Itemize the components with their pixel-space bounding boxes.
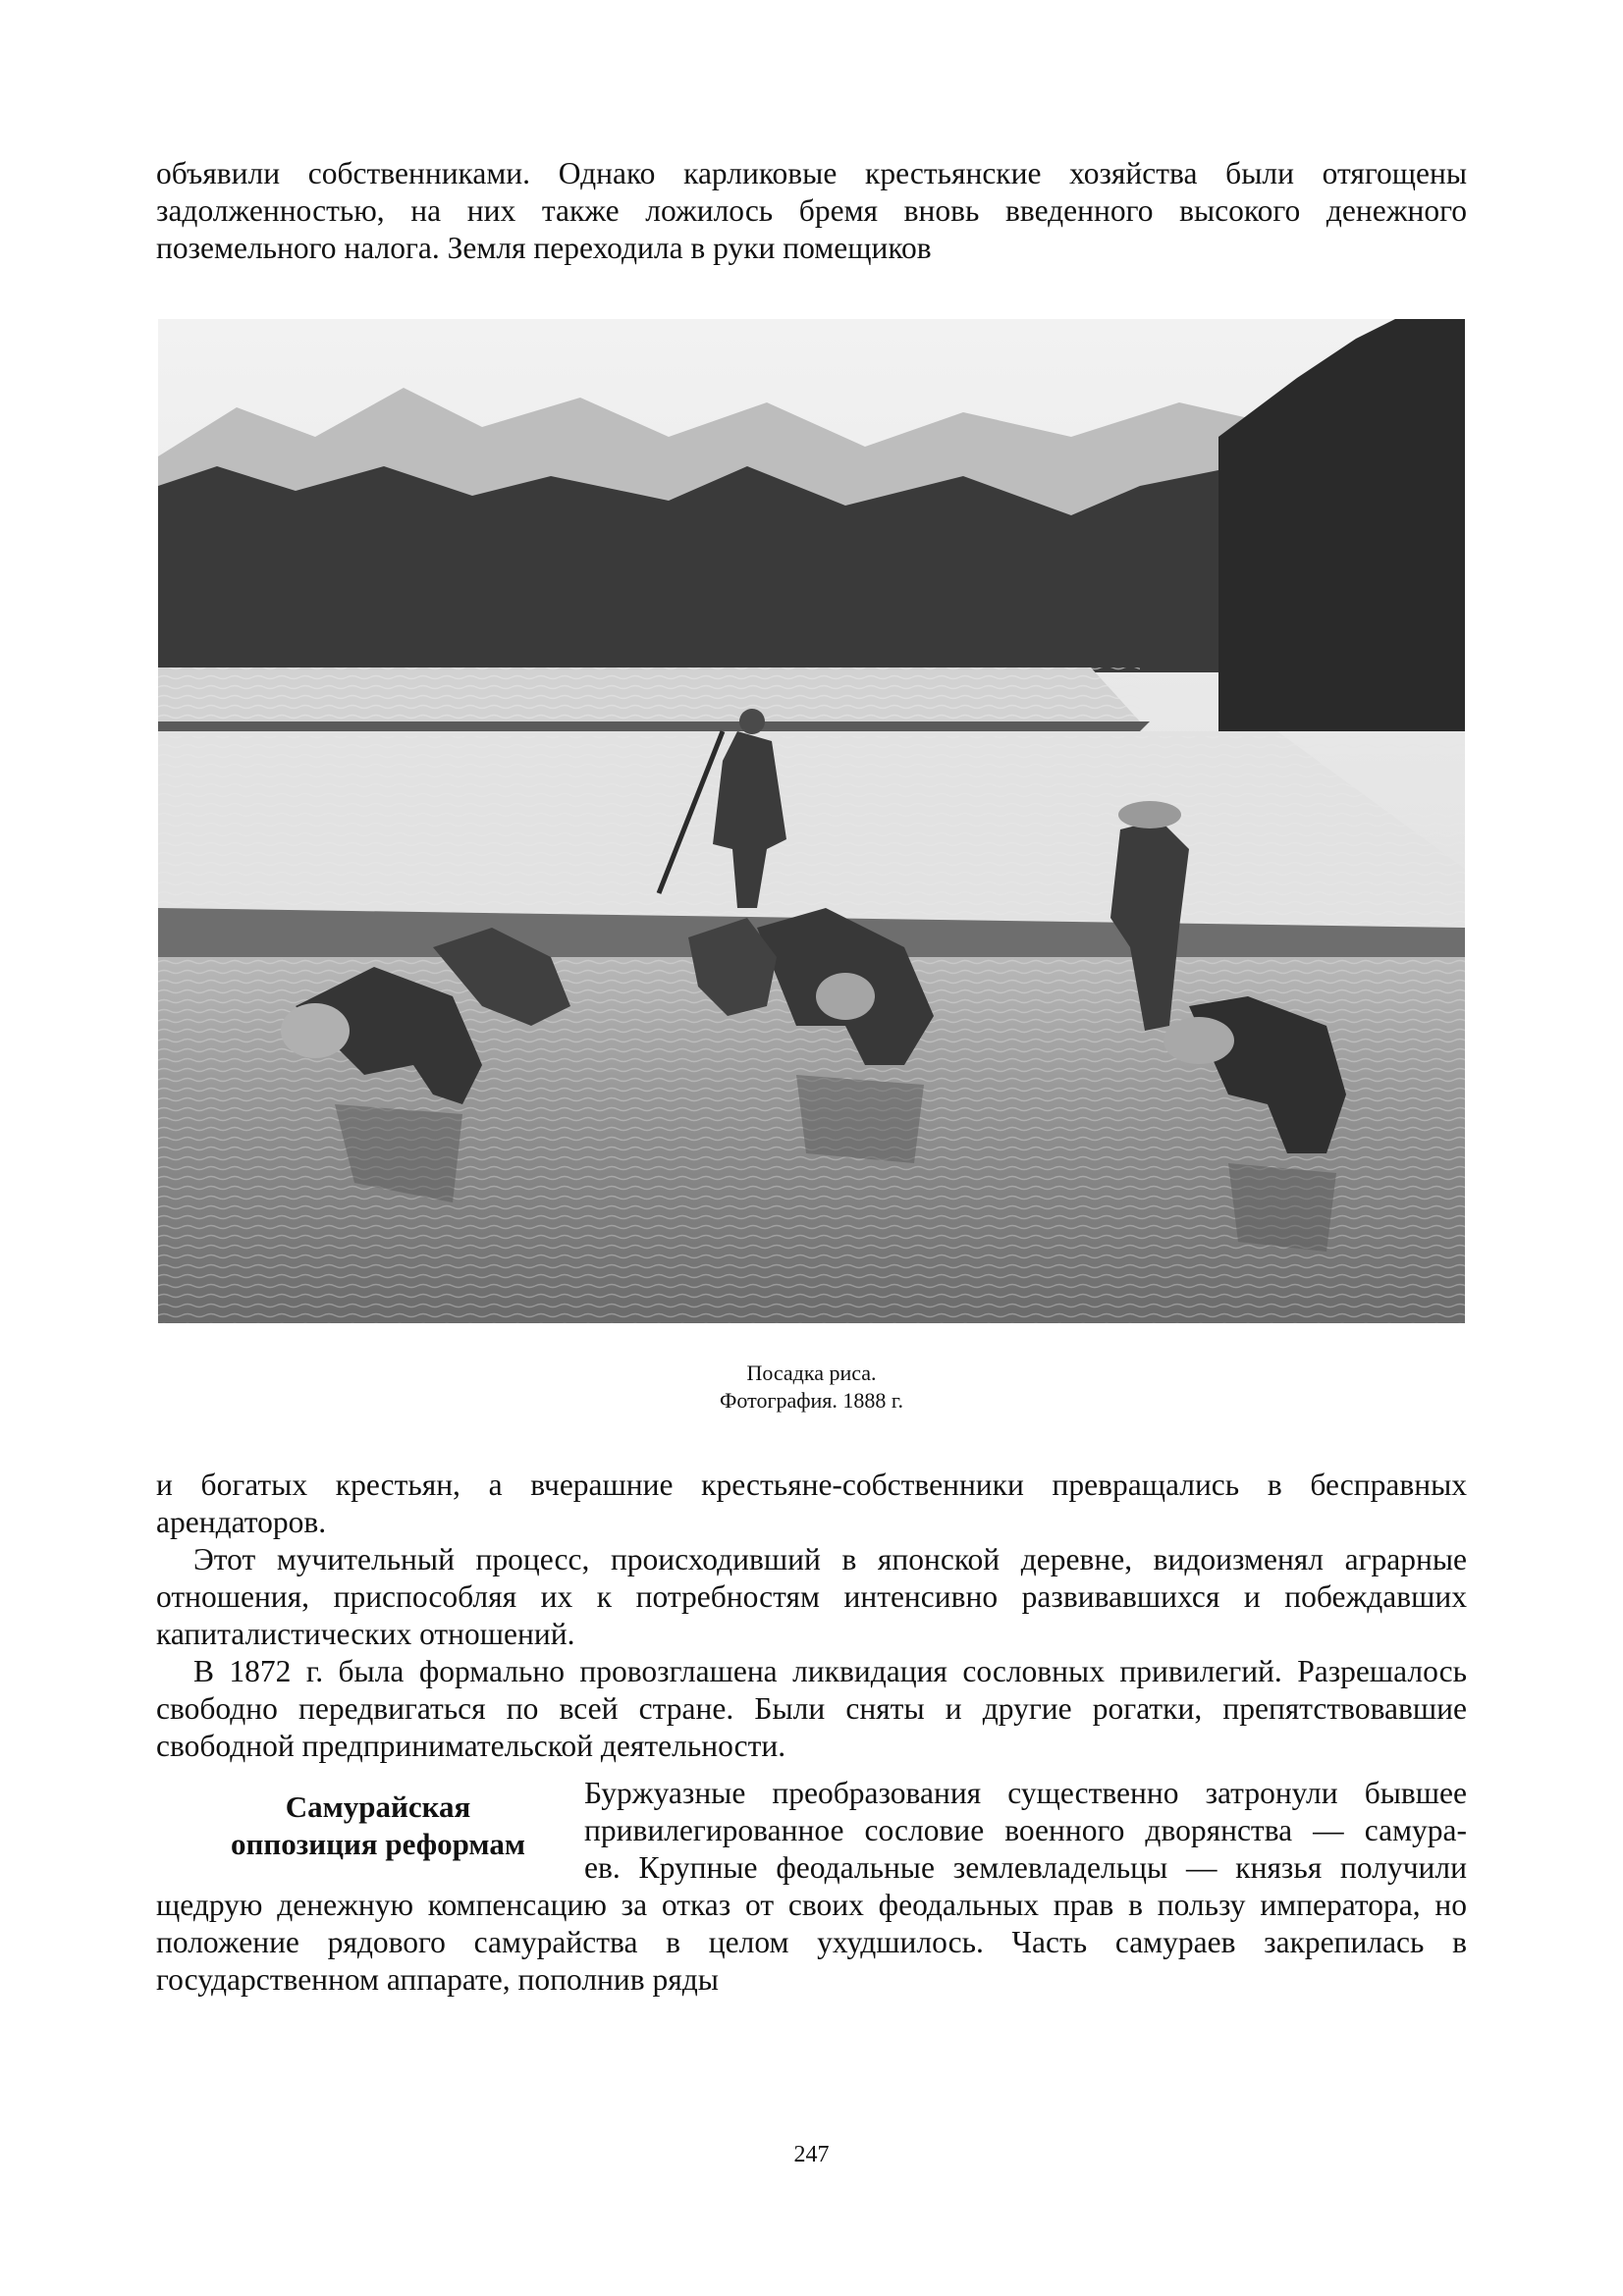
side-heading [196,1789,560,1863]
wrapped-line: Буржуазные преобразования существенно затронули бывшее [584,1776,1467,1810]
rice-planting-photo [158,319,1465,1323]
figure-caption-title: Посадка риса. [746,1361,877,1385]
top-paragraph [156,155,1467,267]
paragraph-agrarian-relations: Этот мучительный процесс, происходивший в японской деревне, видоизменял аграрные отношения, приспособляя их к потребностям интенсивно развивавшихся и побеждавших капиталистических отношений. [156,1542,1467,1651]
wrapped-paragraph-start [584,1775,1467,1887]
wrapped-line: ев. Крупные феодальные землевладельцы — князья получили [584,1850,1467,1885]
paragraph-continuation: и богатых крестьян, а вчерашние крестьяне-собственники превращались в бесправных арендаторов. [156,1468,1467,1539]
photo-illustration [158,319,1465,1323]
side-heading-line: оппозиция реформам [231,1827,525,1861]
paragraph-1872-privileges: В 1872 г. была формально провозглашена ликвидация сословных привилегий. Разрешалось свободно передвигаться по всей стране. Были сняты и другие рогатки, препятствовавшие свободной предпринимательской деятельности. [156,1654,1467,1763]
paragraph-text: объявили собственниками. Однако карликовые крестьянские хозяйства были отягощены задолженностью, на них также ложилось бремя вновь введенного высокого денежного поземельного налога. Земля переходила в руки помещиков [156,156,1467,265]
side-heading-line: Самурайская [285,1789,471,1824]
body-text [156,1467,1467,1765]
page-number: 247 [793,2142,830,2167]
paragraph-text: щедрую денежную компенсацию за отказ от своих феодальных прав в пользу императора, но положение рядового самурайства в целом ухудшилось. Часть самураев закрепилась в государственном аппарате, пополнив ряды [156,1888,1467,1997]
tail-paragraph [156,1887,1467,1999]
figure-caption-source: Фотография. 1888 г. [720,1388,903,1413]
wrapped-line: привилегированное сословие военного дворянства — самура- [584,1813,1467,1847]
